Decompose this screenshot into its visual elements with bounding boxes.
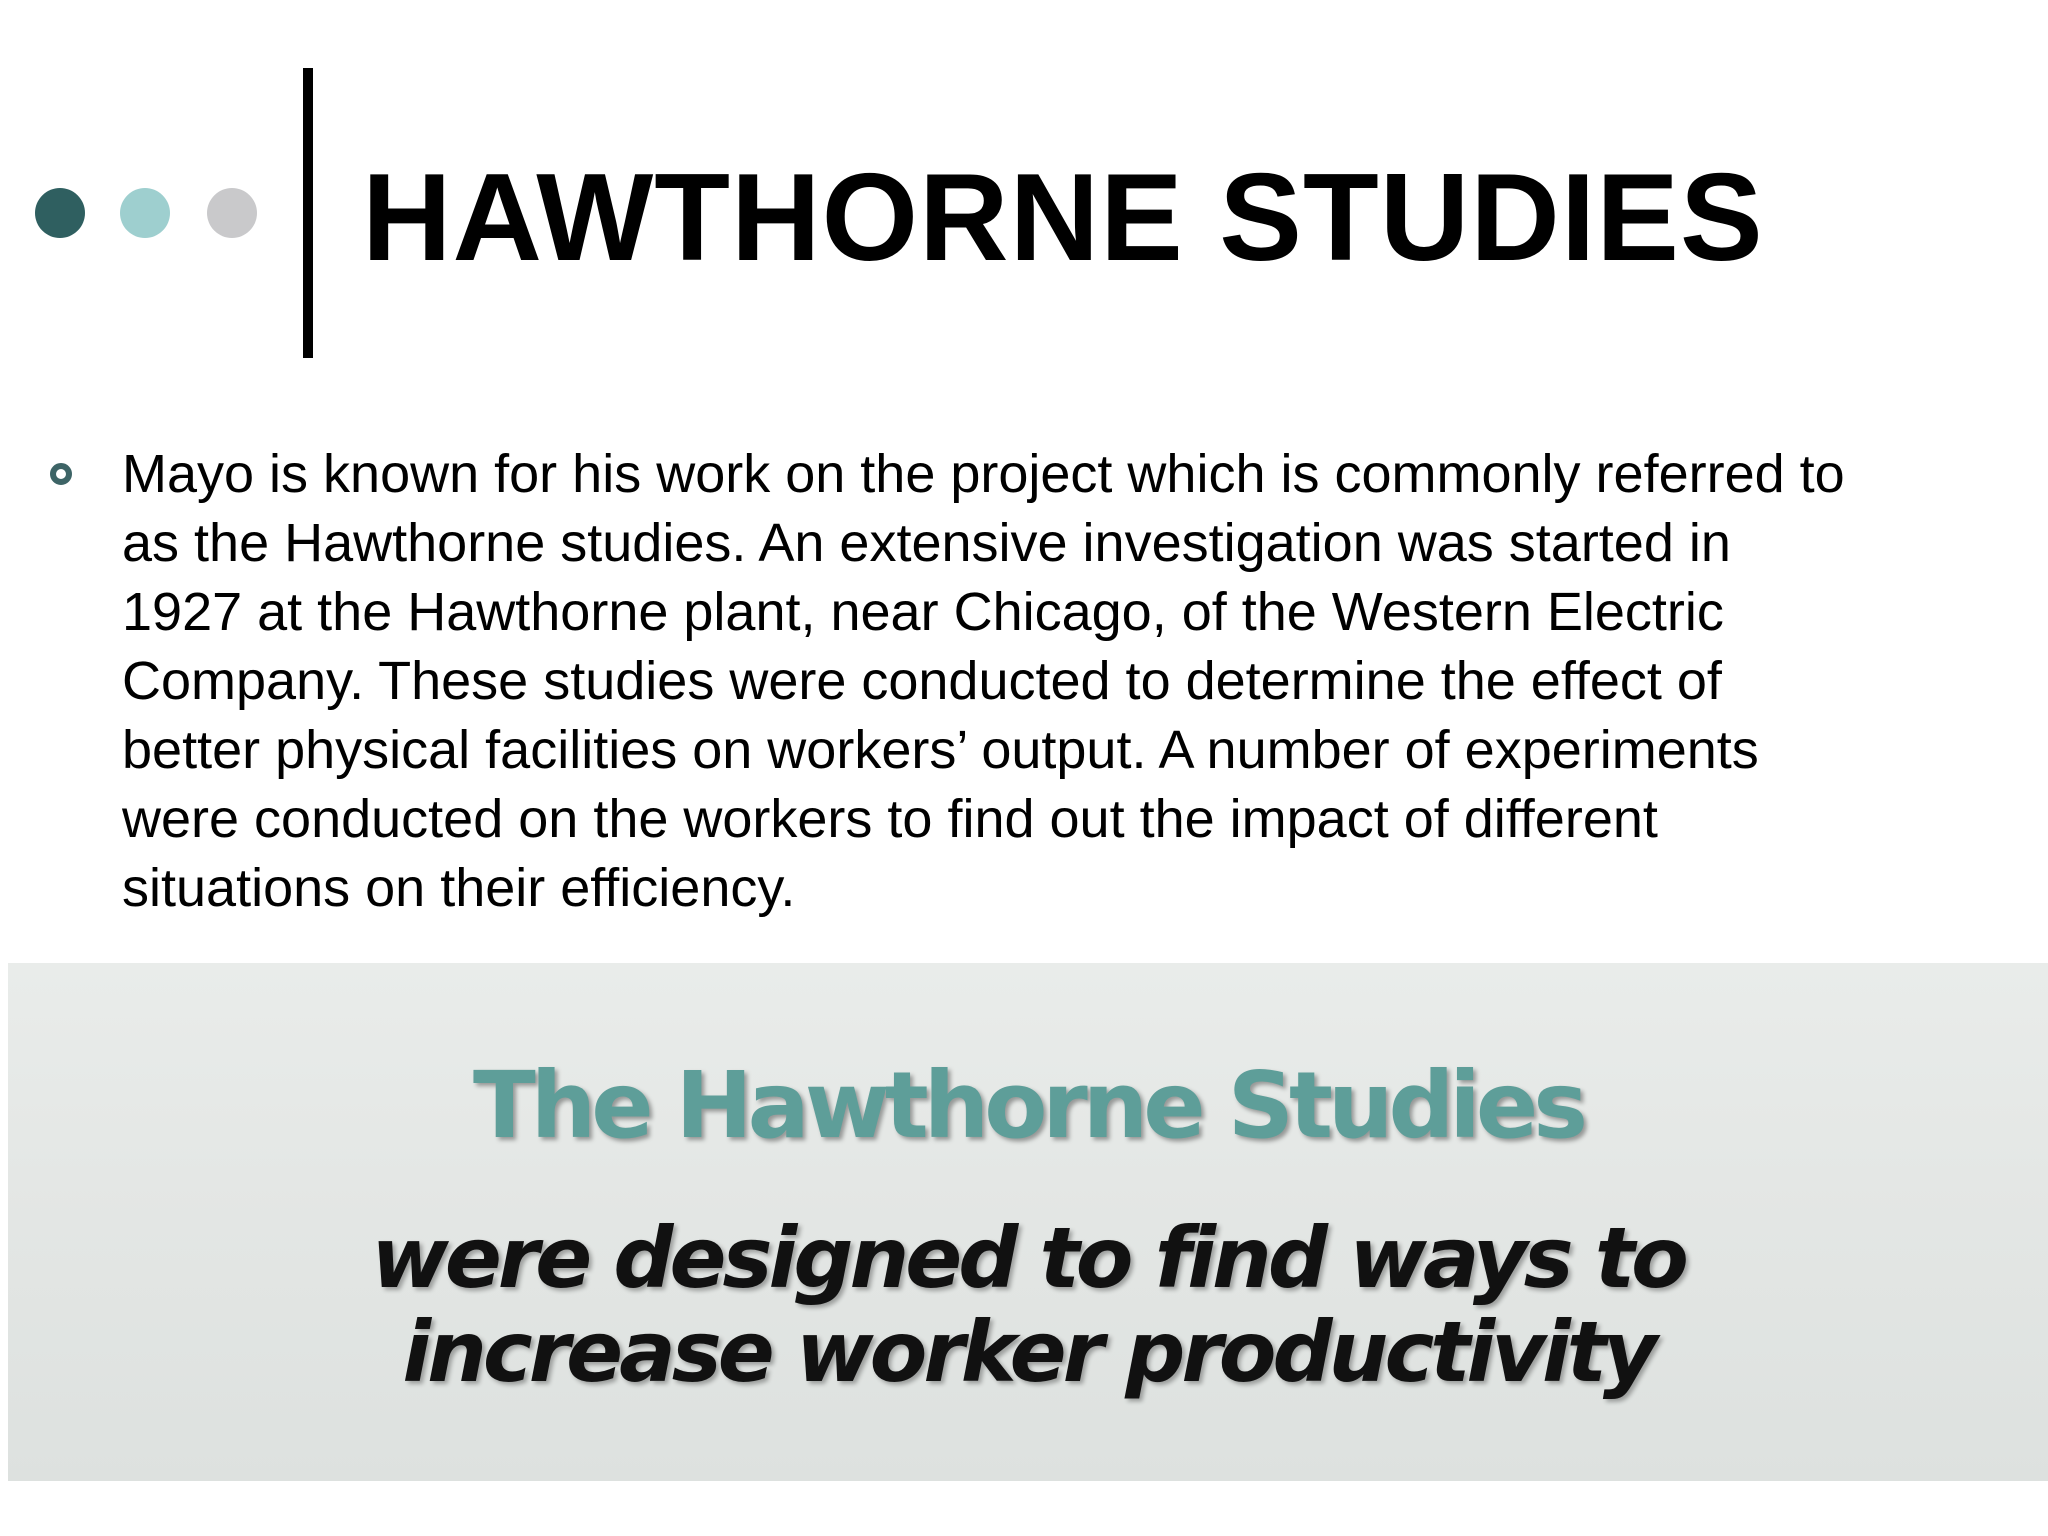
image-caption: were designed to find ways to increase worker productivity: [371, 1209, 1685, 1401]
dot-dark-icon: [35, 188, 85, 238]
dot-grey-icon: [207, 188, 257, 238]
hawthorne-image: [8, 963, 2048, 1481]
hollow-circle-bullet-icon: [50, 463, 72, 485]
title-divider: [303, 68, 313, 358]
dot-light-icon: [120, 188, 170, 238]
page-title: HAWTHORNE STUDIES: [362, 149, 1764, 287]
bullet-text: Mayo is known for his work on the project which is commonly referred to as the Hawthorne studies. An extensive investigation was started in 1927 at the Hawthorne plant, near Chicago, of the Western Electric Company. These studies were conducted to determine the effect of better physical facilities on workers’ output. A number of experiments were conducted on the workers to find out the impact of different situations on their efficiency.: [122, 444, 1845, 918]
image-heading: The Hawthorne Studies: [472, 1052, 1583, 1159]
